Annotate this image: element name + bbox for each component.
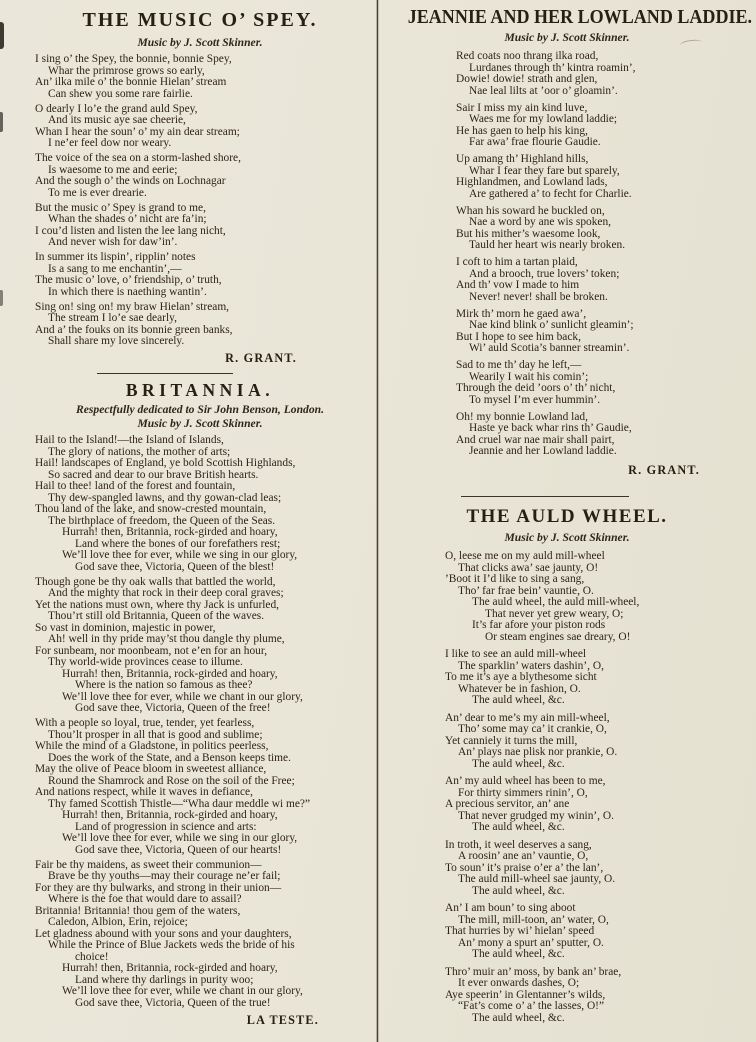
poem-line: Thy famed Scottish Thistle—“Wha daur meddle wi me?” (48, 797, 311, 810)
poem-line: The stream I lo’e sae dearly, (48, 312, 177, 324)
poem-line: A precious servitor, an’ ane (445, 798, 570, 810)
stanza (456, 103, 748, 149)
stanza (456, 360, 748, 406)
poem-line: Caledon, Albion, Erin, rejoice; (48, 916, 188, 928)
poem-body (386, 551, 748, 1024)
poem-line: Red coats noo thrang ilka road, (456, 50, 599, 62)
poem-line: The auld wheel, the auld mill-wheel, (472, 596, 640, 608)
poem-line: Land where the bones of our forefathers rest; (75, 537, 281, 550)
poem-line: Nae kind blink o’ sunlicht gleamin’; (469, 319, 634, 331)
poem-line: The auld wheel, &c. (472, 884, 565, 897)
stanza (456, 412, 748, 458)
poem-line: And a’ the fouks on its bonnie green banks, (35, 323, 233, 336)
poem-line: Dowie! dowie! strath and glen, (456, 73, 598, 85)
poem-line: And the mighty that rock in their deep coral graves; (48, 587, 284, 599)
stanza (456, 51, 748, 97)
poem-line: Jeannie and her Lowland laddie. (469, 445, 617, 457)
poem-line: For sunbeam, nor moonbeam, not e’en for an hour, (35, 644, 268, 657)
poem-line: Whatever be in fashion, O. (458, 682, 581, 695)
stanza (445, 713, 748, 771)
poem-line: Aye speerin’ in Glentanner’s wilds, (445, 988, 606, 1001)
poem-line: Thy dew-spangled lawns, and thy gowan-clad leas; (48, 491, 282, 504)
poem-line: So vast in dominion, majestic in power, (35, 621, 216, 634)
scan-edge-mark (0, 112, 3, 132)
poem-line: Land of progression in science and arts: (75, 820, 257, 833)
poem-line: While the mind of a Gladstone, in politics peerless, (35, 740, 269, 752)
stanza (445, 967, 748, 1025)
stanza (35, 302, 367, 348)
poem-line: Hail! landscapes of England, ye bold Scottish Highlands, (35, 457, 296, 469)
author-signature: LA TESTE. (246, 1012, 319, 1027)
stanza (35, 104, 367, 150)
poem-line: Thou’lt prosper in all that is good and sublime; (48, 728, 263, 741)
poem-line: Britannia! Britannia! thou gem of the waters, (35, 904, 241, 917)
poem-line: We’ll love thee for ever, while we sing in our glory, (62, 832, 298, 844)
song-section-auld-wheel (386, 506, 748, 1024)
poem-line: Wearily I wait his comin’; (469, 370, 589, 383)
poem-line: An’ plays nae plisk nor prankie, O. (458, 746, 618, 758)
poem-line: I cou’d listen and listen the lee lang nicht, (35, 224, 226, 237)
poem-line: But the music o’ Spey is grand to me, (35, 201, 206, 214)
poem-line: Ah! well in thy pride may’st thou dangle thy plume, (48, 633, 285, 645)
poem-line: I coft to him a tartan plaid, (456, 256, 578, 268)
poem-line: The auld wheel, &c. (472, 821, 565, 833)
poem-line: Tauld her heart wis nearly broken. (469, 239, 626, 251)
poem-line: To mysel I’m ever hummin’. (469, 393, 601, 406)
poem-line: I ne’er feel dow nor weary. (48, 137, 172, 149)
poem-line: Sing on! sing on! my braw Hielan’ stream, (35, 300, 230, 313)
poem-line: Yet the nations must own, where thy Jack is unfurled, (35, 598, 280, 611)
author-signature: R. GRANT. (628, 463, 700, 477)
poem-line: It ever onwards dashes, O; (458, 977, 580, 989)
song-section-britannia (33, 380, 367, 1028)
poem-line: Is waesome to me and eerie; (48, 163, 178, 176)
poem-line: Tho’ far frae bein’ vauntie, O. (458, 584, 594, 597)
music-credit: Music by J. Scott Skinner. (504, 31, 630, 44)
poem-line: For they are thy bulwarks, and strong in their union— (35, 881, 282, 894)
poem-line: And nations respect, while it waves in defiance, (35, 786, 253, 798)
poem-line: The auld wheel, &c. (472, 757, 565, 770)
poem-line: The auld mill-wheel sae jaunty, O. (458, 873, 616, 885)
scan-edge-mark (0, 290, 3, 306)
poem-line: And the sough o’ the winds on Lochnagar (35, 175, 226, 187)
poem-line: Thy world-wide provinces cease to illume. (48, 656, 243, 668)
poem-line: Whar I fear they fare but sparely, (469, 164, 620, 177)
poem-line: choice! (75, 950, 109, 963)
poem-line: But his mither’s waesome look, (456, 227, 601, 240)
stanza (35, 718, 367, 856)
stanza (456, 206, 748, 252)
poem-line: Whan his soward he buckled on, (456, 204, 605, 217)
song-title: THE AULD WHEEL. (466, 506, 668, 527)
poem-line: The glory of nations, the mother of arts; (48, 445, 231, 458)
song-section-music-o-spey (33, 9, 367, 366)
poem-line: Yet canniely it turns the mill, (445, 734, 578, 747)
poem-line: Though gone be thy oak walls that battled the world, (35, 575, 276, 588)
stanza (445, 840, 748, 898)
scan-edge-mark (0, 22, 4, 49)
poem-line: Nae a word by ane wis spoken, (469, 216, 612, 228)
poem-line: God save thee, Victoria, Queen of our hearts! (75, 843, 282, 856)
poem-line: The auld wheel, &c. (472, 1011, 565, 1024)
poem-line: May the olive of Peace bloom in sweetest alliance, (35, 763, 267, 775)
poem-line: “Fat’s come o’ a’ the lasses, O!” (458, 1000, 605, 1012)
poem-line: I like to see an auld mill-wheel (445, 648, 587, 660)
stanza (35, 252, 367, 298)
stanza (445, 903, 748, 961)
poem-line: Sair I miss my ain kind luve, (456, 101, 588, 114)
poem-line: Never! never! shall be broken. (469, 290, 608, 303)
music-credit: Music by J. Scott Skinner. (137, 417, 263, 430)
poem-line: Round the Shamrock and Rose on the soil of the Free; (48, 774, 295, 787)
stanza (456, 309, 748, 355)
stanza (35, 54, 367, 100)
poem-line: And its music aye sae cheerie, (48, 114, 186, 126)
poem-line: In summer its lispin’, ripplin’ notes (35, 251, 196, 263)
dedication-line: Respectfully dedicated to Sir John Benson, London. (76, 403, 324, 416)
poem-line: Hurrah! then, Britannia, rock-girded and hoary, (62, 809, 278, 821)
poem-line: Land where thy darlings in purity woo; (75, 973, 254, 986)
poem-line: God save thee, Victoria, Queen of the true! (75, 996, 271, 1009)
poem-line: Thou land of the lake, and snow-crested mountain, (35, 503, 267, 515)
poem-line: Whan the shades o’ nicht are fa’in; (48, 213, 207, 225)
poem-line: To me it’s aye a blythesome sicht (445, 671, 597, 683)
poem-line: To me is ever drearie. (48, 186, 147, 199)
stanza (35, 153, 367, 199)
poem-line: With a people so loyal, true, tender, yet fearless, (35, 717, 255, 729)
poem-line: Shall share my love sincerely. (48, 335, 185, 347)
poem-line: An’ mony a spurt an’ sputter, O. (458, 936, 604, 949)
poem-line: The auld wheel, &c. (472, 948, 565, 960)
poem-line: And cruel war nae mair shall pairt, (456, 433, 615, 446)
poem-line: We’ll love thee for ever, while we sing in our glory, (62, 549, 298, 561)
poem-line: Brave be thy youths—may their courage ne’er fail; (48, 870, 281, 882)
poem-line: So sacred and dear to our brave British hearts. (48, 468, 259, 481)
poem-line: Hail to the Island!—the Island of Islands, (35, 434, 224, 446)
poem-line: The music o’ love, o’ friendship, o’ truth, (35, 274, 222, 286)
poem-line: Thro’ muir an’ moss, by bank an’ brae, (445, 965, 622, 978)
stanza (35, 860, 367, 1010)
poem-line: That clicks awa’ sae jaunty, O! (458, 561, 599, 574)
poem-line: The birthplace of freedom, the Queen of the Seas. (48, 514, 276, 527)
poem-line: Let gladness abound with your sons and your daughters, (35, 927, 292, 940)
poem-line: ’Boot it I’d like to sing a sang, (445, 573, 585, 585)
song-section-jeannie (386, 6, 753, 478)
song-title: JEANNIE AND HER LOWLAND LADDIE. (407, 6, 753, 28)
poem-line: To soun’ it’s praise o’er a’ the lan’, (445, 861, 604, 874)
poem-line: Lurdanes through th’ kintra roamin’, (469, 61, 636, 74)
poem-line: That never yet grew weary, O; (485, 607, 624, 620)
poem-line: Thou’rt still old Britannia, Queen of the waves. (48, 610, 265, 622)
poem-line: Can shew you some rare fairlie. (48, 87, 193, 100)
right-column (386, 6, 753, 1030)
stanza (456, 257, 748, 303)
poem-line: We’ll love thee for ever, while we chant in our glory, (62, 690, 303, 703)
poem-line: A roosin’ ane an’ vauntie, O, (458, 850, 589, 862)
stanza (445, 776, 748, 834)
poem-line: Or steam engines sae dreary, O! (485, 630, 631, 643)
poem-line: The mill, mill-toon, an’ water, O, (458, 913, 609, 926)
poem-line: In which there is naething wantin’. (48, 285, 207, 298)
section-divider-rule (97, 373, 233, 374)
poem-line: He has gaen to help his king, (456, 124, 588, 137)
poem-body (33, 54, 367, 348)
poem-line: But I hope to see him back, (456, 330, 581, 343)
poem-line: God save thee, Victoria, Queen of the blest! (75, 560, 275, 573)
column-divider-rule (377, 0, 378, 1042)
poem-body (33, 435, 367, 1009)
song-title: THE MUSIC O’ SPEY. (82, 9, 318, 31)
poem-line: Haste ye back whar rins th’ Gaudie, (469, 422, 632, 434)
poem-line: Hurrah! then, Britannia, rock-girded and hoary, (62, 526, 278, 538)
section-divider-rule (461, 496, 629, 497)
stanza (445, 551, 748, 643)
poem-line: It’s far afore your piston rods (472, 619, 606, 631)
poem-line: Up amang th’ Highland hills, (456, 153, 589, 165)
music-credit: Music by J. Scott Skinner. (504, 531, 630, 544)
poem-line: Whan I hear the soun’ o’ my ain dear stream; (35, 125, 240, 138)
poem-line: Whar the primrose grows so early, (48, 64, 205, 77)
music-credit: Music by J. Scott Skinner. (137, 36, 263, 49)
poem-line: Oh! my bonnie Lowland lad, (456, 410, 588, 423)
poem-body (386, 51, 748, 458)
poem-line: Far awa’ frae flourie Gaudie. (469, 136, 601, 148)
poem-line: An’ my auld wheel has been to me, (445, 775, 606, 787)
poem-line: Nae leal lilts at ’oor o’ gloamin’. (469, 84, 618, 97)
poem-line: Is a sang to me enchantin’,— (48, 262, 182, 275)
poem-line: Hail to thee! land of the forest and fountain, (35, 480, 236, 492)
poem-line: Mirk th’ morn he gaed awa’, (456, 307, 587, 320)
poem-line: An’ dear to me’s my ain mill-wheel, (445, 711, 610, 724)
poem-line: While the Prince of Blue Jackets weds the bride of his (48, 939, 295, 951)
poem-line: That never grudged my winin’, O. (458, 809, 614, 822)
stanza (456, 154, 748, 200)
poem-line: O, leese me on my auld mill-wheel (445, 550, 605, 562)
poem-line: Hurrah! then, Britannia, rock-girded and hoary, (62, 667, 278, 680)
poem-line: We’ll love thee for ever, while we chant in our glory, (62, 985, 303, 997)
poem-line: And never wish for daw’in’. (48, 236, 178, 248)
poem-line: Are gathered a’ to fecht for Charlie. (469, 187, 632, 200)
song-title: BRITANNIA. (125, 380, 275, 400)
poem-line: An’ I am boun’ to sing aboot (445, 902, 576, 914)
poem-line: God save thee, Victoria, Queen of the free! (75, 702, 271, 714)
poem-line: Where is the foe that would dare to assail? (48, 893, 242, 905)
poem-line: An’ ilka mile o’ the bonnie Hielan’ stream (35, 76, 227, 88)
poem-line: Highlandmen, and Lowland lads, (456, 176, 608, 188)
poem-line: Fair be thy maidens, as sweet their communion— (35, 858, 262, 871)
poem-line: In troth, it weel deserves a sang, (445, 838, 592, 851)
poem-line: Through the deid ’oors o’ th’ nicht, (456, 382, 616, 394)
stanza (35, 203, 367, 249)
stanza (35, 577, 367, 715)
poem-line: Does the work of the State, and a Benson keeps time. (48, 751, 291, 764)
poem-line: Wi’ auld Scotia’s banner streamin’. (469, 342, 630, 354)
poem-line: The auld wheel, &c. (472, 694, 565, 706)
author-signature: R. GRANT. (225, 351, 297, 365)
stanza (445, 649, 748, 707)
left-column (33, 9, 367, 1028)
poem-line: The voice of the sea on a storm-lashed shore, (35, 152, 241, 164)
poem-line: The sparklin’ waters dashin’, O, (458, 659, 604, 672)
poem-line: O dearly I lo’e the grand auld Spey, (35, 102, 198, 115)
poem-line: And a brooch, true lovers’ token; (469, 267, 620, 280)
poem-line: Where is the nation so famous as thee? (75, 679, 253, 691)
poem-line: Hurrah! then, Britannia, rock-girded and hoary, (62, 962, 278, 974)
stanza (35, 435, 367, 573)
poem-line: That hurries by wi’ hielan’ speed (445, 925, 595, 937)
poem-line: Waes me for my lowland laddie; (469, 113, 618, 125)
poem-line: Tho’ some may ca’ it crankie, O, (458, 723, 607, 735)
poem-line: Sad to me th’ day he left,— (456, 359, 582, 371)
poem-line: For thirty simmers rinin’, O, (458, 786, 588, 799)
poem-line: And th’ vow I made to him (456, 279, 580, 291)
poem-line: I sing o’ the Spey, the bonnie, bonnie Spey, (35, 53, 232, 65)
